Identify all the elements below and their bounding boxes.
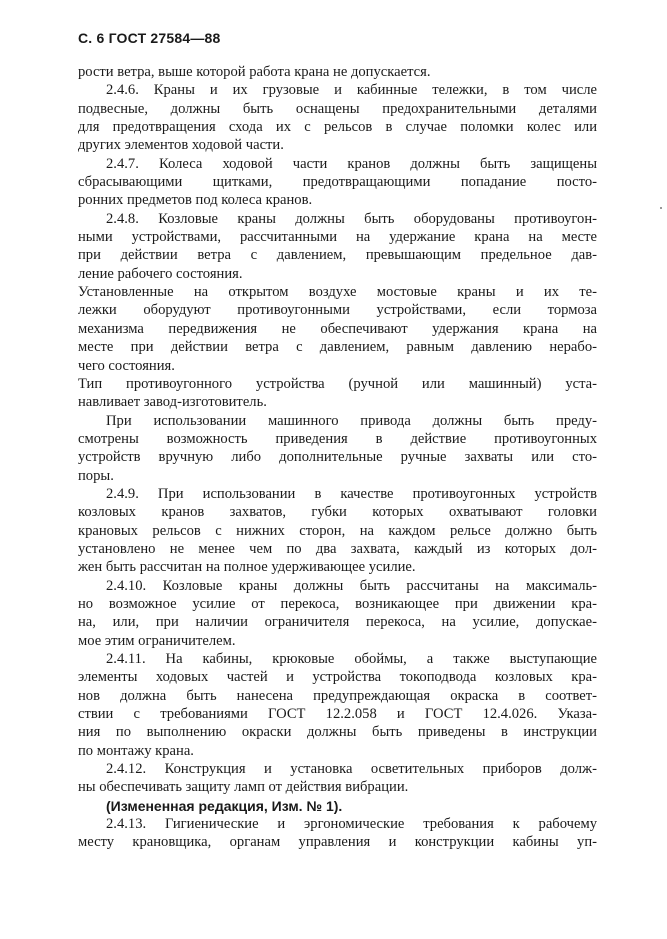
text-line: других элементов ходовой части. [78,137,284,154]
text-line: месту крановщика, органам управления и конструкции кабины уп- [78,834,597,851]
text-line: 2.4.10. Козловые краны должны быть рассчитаны на максималь- [106,577,597,594]
text-line: рости ветра, выше которой работа крана не допускается. [78,64,431,80]
text-line: 2.4.9. При использовании в качестве противоугонных устройств [106,485,597,502]
text-line: ление рабочего состояния. [78,265,243,282]
text-line: сбрасывающими щитками, предотвращающими попадание посто- [78,174,597,191]
page-header: С. 6 ГОСТ 27584—88 [78,30,221,46]
text-line: при действии ветра с давлением, превышающим предельное дав- [78,247,597,264]
text-line: ния по выполнению окраски должны быть приведены в инструкции [78,724,597,741]
text-line: но возможное усилие от перекоса, возникающее при движении кра- [78,595,597,612]
text-line: козловых кранов захватов, губки которых охватывают головки [78,504,597,521]
text-line: крановых рельсов с нижних сторон, на каждом рельсе должно быть [78,522,597,539]
text-line: (Измененная редакция, Изм. № 1). [106,797,343,814]
text-line: навливает завод-изготовитель. [78,394,267,411]
text-line: по монтажу крана. [78,742,194,759]
text-line: жен быть рассчитан на полное удерживающее усилие. [78,559,416,576]
text-line: на, или, при наличии ограничителя перекоса, на усилие, допускае- [78,614,597,631]
text-line: ны обеспечивать защиту ламп от действия вибрации. [78,779,409,796]
text-line: ными устройствами, рассчитанными на удержание крана на месте [78,229,597,246]
text-line: ствии с требованиями ГОСТ 12.2.058 и ГОСТ 12.4.026. Указа- [78,706,597,723]
text-line: месте при действии ветра с давлением, равным давлению нерабо- [78,339,597,356]
text-line: чего состояния. [78,357,175,374]
text-line: 2.4.12. Конструкция и установка осветительных приборов долж- [106,761,597,778]
text-line: Тип противоугонного устройства (ручной или машинный) уста- [78,375,597,392]
text-line: для предотвращения схода их с рельсов в случае поломки колес или [78,119,597,136]
text-line: 2.4.11. На кабины, крюковые обоймы, а также выступающие [106,651,597,667]
text-line: смотрены возможность приведения в действие противоугонных [78,430,597,447]
text-line: поры. [78,467,114,484]
text-line: 2.4.8. Козловые краны должны быть оборудованы противоугон- [106,210,597,227]
text-line: нов должна быть нанесена предупреждающая окраска в соответ- [78,687,597,704]
text-line: 2.4.13. Гигиенические и эргономические требования к рабочему [106,816,597,833]
text-line: механизма передвижения не обеспечивают удержания крана на [78,320,597,337]
text-line: лежки оборудуют противоугонными устройствами, если тормоза [78,302,597,319]
text-line: 2.4.7. Колеса ходовой части кранов должны быть защищены [106,155,597,172]
text-line: ронних предметов под колеса кранов. [78,192,313,209]
text-line: При использовании машинного привода должны быть преду- [106,412,597,429]
text-line: 2.4.6. Краны и их грузовые и кабинные тележки, в том числе [106,82,597,99]
body-text [78,63,597,852]
scan-speck [660,207,662,209]
text-line: устройств вручную либо дополнительные ручные захваты или сто- [78,449,597,466]
text-line: Установленные на открытом воздухе мостовые краны и их те- [78,284,597,301]
text-line: мое этим ограничителем. [78,632,236,649]
text-line: подвесные, должны быть оснащены предохранительными деталями [78,100,597,117]
text-line: элементы ходовых частей и устройства токоподвода козловых кра- [78,669,597,686]
text-line: установлено не менее чем по два захвата, каждый из которых дол- [78,540,597,557]
